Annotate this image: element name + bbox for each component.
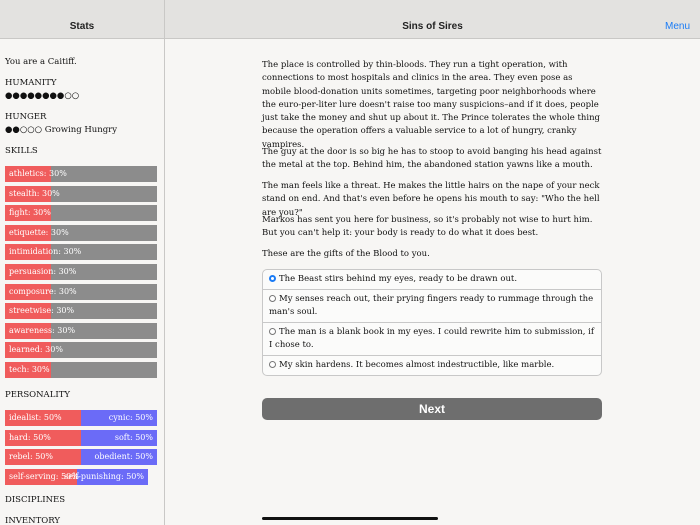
hunger-heading: HUNGER: [5, 112, 47, 122]
skill-bar: [5, 362, 157, 378]
home-indicator[interactable]: [262, 517, 438, 520]
skill-bar: [5, 186, 157, 202]
choice-text: My skin hardens. It becomes almost indestructible, like marble.: [279, 360, 555, 370]
skill-label: fight: 30%: [9, 208, 51, 218]
skill-bar: [5, 244, 157, 260]
choice-text: The Beast stirs behind my eyes, ready to be drawn out.: [279, 274, 518, 284]
hunger-value: ●●○○○ Growing Hungry: [5, 125, 118, 135]
skill-bar: [5, 205, 157, 221]
skill-bar: [5, 323, 157, 339]
personality-bar: [5, 449, 157, 465]
humanity-heading: HUMANITY: [5, 78, 57, 88]
disciplines-heading: DISCIPLINES: [5, 495, 66, 505]
story-paragraph: The guy at the door is so big he has to stoop to avoid banging his head against the metal at the top. Behind him, the abandoned station yawns like a mouth.: [262, 147, 602, 171]
next-button[interactable]: Next: [262, 398, 602, 420]
personality-left-label: idealist: 50%: [9, 413, 62, 422]
personality-bar: [5, 430, 157, 446]
identity-text: You are a Caitiff.: [5, 57, 77, 67]
skill-bar: [5, 225, 157, 241]
page-title: Sins of Sires: [402, 21, 463, 32]
choice-option[interactable]: [263, 355, 601, 375]
skills-heading: SKILLS: [5, 146, 38, 156]
skill-label: intimidation: 30%: [9, 247, 82, 257]
skill-label: stealth: 30%: [9, 188, 60, 198]
choice-option[interactable]: [263, 289, 601, 322]
personality-left-label: rebel: 50%: [9, 452, 53, 462]
skill-label: persuasion: 30%: [9, 267, 77, 276]
sidebar-header: [0, 0, 164, 39]
skill-label: streetwise: 30%: [9, 306, 75, 316]
humanity-dots: ●●●●●●●●○○: [5, 91, 80, 101]
skill-bar: [5, 166, 157, 182]
skill-bar: [5, 303, 157, 319]
skill-bar: [5, 264, 157, 280]
personality-right-label: cynic: 50%: [108, 413, 153, 422]
stats-sidebar[interactable]: [0, 39, 164, 525]
personality-bar: [5, 469, 148, 485]
choice-list: [262, 269, 602, 376]
story-paragraph: The man feels like a threat. He makes the little hairs on the nape of your neck stand on end. And that's even before he opens his mouth to say: "Who the hell are you?": [262, 181, 600, 218]
radio-button-icon[interactable]: [269, 361, 276, 368]
inventory-heading: INVENTORY: [5, 516, 60, 525]
personality-bar: [5, 410, 157, 426]
menu-button[interactable]: Menu: [664, 21, 690, 32]
skill-bar: [5, 284, 157, 300]
story-paragraph: The place is controlled by thin-bloods. They run a tight operation, with connections to most hospitals and clinics in the area. They even pose as mobile blood-donation units sometimes, targeting poor neighborhoods where the euro-per-liter lure doesn't raise too many suspicions–and if it does, people just take the money and shut up about it. The Prince tolerates the whole thing because the operation offers a valuable service to a lot of hungry, cranky vampires.: [262, 60, 600, 150]
personality-right-label: obedient: 50%: [94, 452, 153, 462]
personality-heading: PERSONALITY: [5, 390, 70, 400]
personality-right-label: soft: 50%: [114, 432, 153, 442]
choice-option[interactable]: [263, 322, 601, 355]
story-paragraph: Markos has sent you here for business, so it's probably not wise to hurt him. But you can't help it: your body is ready to do what it does best.: [262, 215, 593, 239]
skill-label: etiquette: 30%: [9, 227, 69, 237]
personality-left-label: self-serving: 50%: [9, 472, 79, 482]
skill-label: tech: 30%: [9, 365, 50, 374]
personality-left-label: hard: 50%: [9, 432, 51, 442]
radio-button-icon[interactable]: [269, 275, 276, 282]
main-header: [165, 0, 700, 39]
skill-label: athletics: 30%: [9, 169, 67, 178]
skill-label: composure: 30%: [9, 286, 77, 296]
sidebar-title: Stats: [69, 21, 95, 32]
choice-option[interactable]: [263, 270, 601, 289]
skill-bar: [5, 342, 157, 358]
skill-label: learned: 30%: [9, 345, 63, 355]
radio-button-icon[interactable]: [269, 295, 276, 302]
choice-text: My senses reach out, their prying fingers ready to rummage through the man's soul.: [269, 294, 594, 317]
story-paragraph: These are the gifts of the Blood to you.: [262, 249, 430, 259]
choice-text: The man is a blank book in my eyes. I could rewrite him to submission, if I chose to.: [269, 327, 595, 350]
story-panel: [165, 39, 700, 525]
skill-label: awareness: 30%: [9, 325, 76, 335]
personality-right-label: self-punishing: 50%: [64, 472, 144, 482]
radio-button-icon[interactable]: [269, 328, 276, 335]
